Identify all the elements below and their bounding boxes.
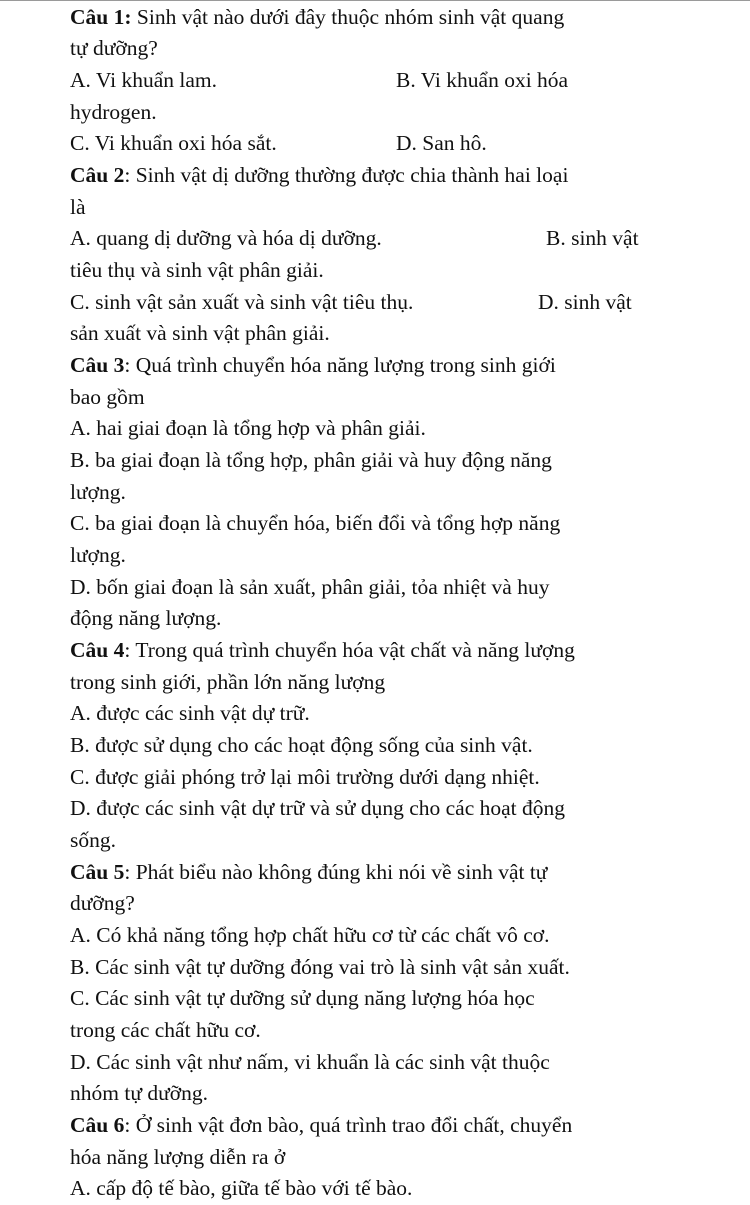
question-3-option-b-cont: lượng. (70, 480, 126, 504)
question-2-stem-line-2: là (70, 195, 86, 219)
question-3-option-c: C. ba giai đoạn là chuyển hóa, biến đổi và tổng hợp năng (70, 511, 561, 535)
question-4-option-b: B. được sử dụng cho các hoạt động sống của sinh vật. (70, 733, 533, 757)
question-3-option-d-cont: động năng lượng. (70, 606, 222, 630)
question-6-number: Câu 6 (70, 1113, 125, 1137)
question-2-option-a: A. quang dị dưỡng và hóa dị dưỡng. (70, 226, 382, 250)
question-3-option-b: B. ba giai đoạn là tổng hợp, phân giải và huy động năng (70, 448, 552, 472)
question-6-stem-line-2: hóa năng lượng diễn ra ở (70, 1145, 286, 1169)
question-1-option-a: A. Vi khuẩn lam. (70, 68, 218, 92)
question-5-option-d-cont: nhóm tự dưỡng. (70, 1081, 208, 1105)
question-3-option-a: A. hai giai đoạn là tổng hợp và phân giải. (70, 416, 426, 440)
question-5-stem-line-1: Câu 5: Phát biểu nào không đúng khi nói về sinh vật tự (70, 860, 548, 884)
question-2-number: Câu 2 (70, 163, 125, 187)
question-5-option-b: B. Các sinh vật tự dưỡng đóng vai trò là sinh vật sản xuất. (70, 955, 570, 979)
question-3-stem-line-2: bao gồm (70, 385, 145, 409)
question-4-stem-line-2: trong sinh giới, phần lớn năng lượng (70, 670, 386, 694)
question-4-number: Câu 4 (70, 638, 125, 662)
question-3-option-d: D. bốn giai đoạn là sản xuất, phân giải, tỏa nhiệt và huy (70, 575, 550, 599)
top-border-line (0, 0, 750, 1)
question-1-option-d: D. San hô. (396, 131, 487, 155)
question-6-stem-line-1: Câu 6: Ở sinh vật đơn bào, quá trình trao đổi chất, chuyển (70, 1113, 573, 1137)
question-2-stem-line-1: Câu 2: Sinh vật dị dưỡng thường được chia thành hai loại (70, 163, 569, 187)
question-4-option-a: A. được các sinh vật dự trữ. (70, 701, 310, 725)
question-5-option-d: D. Các sinh vật như nấm, vi khuẩn là các sinh vật thuộc (70, 1050, 550, 1074)
question-5-option-c-cont: trong các chất hữu cơ. (70, 1018, 261, 1042)
question-5-number: Câu 5 (70, 860, 125, 884)
question-5-stem-line-2: dưỡng? (70, 891, 135, 915)
question-3-stem-line-1: Câu 3: Quá trình chuyển hóa năng lượng trong sinh giới (70, 353, 556, 377)
question-4-option-c: C. được giải phóng trở lại môi trường dưới dạng nhiệt. (70, 765, 540, 789)
question-4-option-d: D. được các sinh vật dự trữ và sử dụng cho các hoạt động (70, 796, 566, 820)
question-1-option-b: B. Vi khuẩn oxi hóa (396, 68, 569, 92)
question-5-option-a: A. Có khả năng tổng hợp chất hữu cơ từ các chất vô cơ. (70, 923, 550, 947)
question-1-option-b-cont: hydrogen. (70, 100, 157, 124)
question-3-number: Câu 3 (70, 353, 125, 377)
question-2-option-d: D. sinh vật (538, 290, 632, 314)
question-4-stem-line-1: Câu 4: Trong quá trình chuyển hóa vật chất và năng lượng (70, 638, 575, 662)
question-5-option-c: C. Các sinh vật tự dưỡng sử dụng năng lượng hóa học (70, 986, 535, 1010)
question-4-option-d-cont: sống. (70, 828, 116, 852)
question-2-option-d-cont: sản xuất và sinh vật phân giải. (70, 321, 330, 345)
question-1-stem-line-2: tự dưỡng? (70, 36, 158, 60)
question-2-option-b-cont: tiêu thụ và sinh vật phân giải. (70, 258, 324, 282)
question-2-option-b: B. sinh vật (546, 226, 639, 250)
question-1-option-c: C. Vi khuẩn oxi hóa sắt. (70, 131, 277, 155)
question-6-option-a: A. cấp độ tế bào, giữa tế bào với tế bào. (70, 1176, 413, 1200)
question-2-option-c: C. sinh vật sản xuất và sinh vật tiêu thụ. (70, 290, 414, 314)
question-1-number: Câu 1: (70, 5, 132, 29)
question-1-stem-line-1: Câu 1: Sinh vật nào dưới đây thuộc nhóm sinh vật quang (70, 5, 565, 29)
question-3-option-c-cont: lượng. (70, 543, 126, 567)
